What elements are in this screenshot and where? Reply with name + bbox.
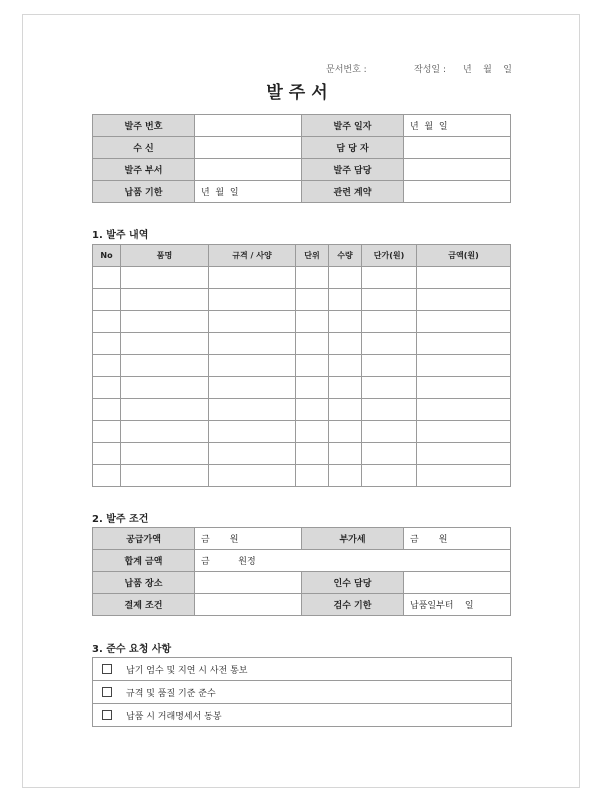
- item-cell[interactable]: [296, 465, 329, 487]
- item-cell[interactable]: [362, 399, 417, 421]
- item-cell[interactable]: [121, 377, 209, 399]
- section-1-title: 1. 발주 내역: [92, 230, 149, 241]
- info-row: [93, 181, 511, 203]
- item-cell[interactable]: [93, 311, 121, 333]
- item-cell[interactable]: [121, 333, 209, 355]
- item-cell[interactable]: [121, 311, 209, 333]
- info-value-field[interactable]: 년 월 일: [195, 181, 302, 203]
- item-cell[interactable]: [362, 421, 417, 443]
- order-conditions-table: [92, 527, 511, 616]
- item-cell[interactable]: [121, 421, 209, 443]
- items-column-header: 수량: [329, 245, 362, 267]
- item-cell[interactable]: [329, 267, 362, 289]
- item-cell[interactable]: [296, 289, 329, 311]
- item-cell[interactable]: [296, 267, 329, 289]
- checklist-item-label: 규격 및 품질 기준 준수: [126, 688, 216, 699]
- item-cell[interactable]: [209, 311, 296, 333]
- item-cell[interactable]: [209, 289, 296, 311]
- table-row: [93, 267, 511, 289]
- item-cell[interactable]: [209, 421, 296, 443]
- info-label: 납품 기한: [93, 181, 195, 203]
- condition-value-field[interactable]: 납품일부터 일: [404, 594, 511, 616]
- date-value: 년 월 일: [463, 65, 512, 75]
- checklist-item[interactable]: [93, 704, 511, 726]
- items-header-row: [93, 245, 511, 267]
- table-row: [93, 355, 511, 377]
- table-row: [93, 289, 511, 311]
- items-column-header: 규격 / 사양: [209, 245, 296, 267]
- condition-value-field[interactable]: 금 원: [404, 528, 511, 550]
- condition-value-field[interactable]: [195, 572, 302, 594]
- item-cell[interactable]: [209, 377, 296, 399]
- item-cell[interactable]: [417, 333, 511, 355]
- item-cell[interactable]: [329, 399, 362, 421]
- info-value-field[interactable]: [195, 159, 302, 181]
- item-cell[interactable]: [417, 465, 511, 487]
- condition-value-field[interactable]: [404, 572, 511, 594]
- info-value-field[interactable]: [195, 137, 302, 159]
- condition-label: 부가세: [302, 528, 404, 550]
- items-column-header: 단가(원): [362, 245, 417, 267]
- condition-label: 결제 조건: [93, 594, 195, 616]
- item-cell[interactable]: [329, 465, 362, 487]
- table-row: [93, 311, 511, 333]
- info-value-field[interactable]: 년 월 일: [404, 115, 511, 137]
- item-cell[interactable]: [209, 443, 296, 465]
- item-cell[interactable]: [417, 399, 511, 421]
- table-row: [93, 399, 511, 421]
- item-cell[interactable]: [93, 443, 121, 465]
- condition-label: 납품 장소: [93, 572, 195, 594]
- condition-label: 인수 담당: [302, 572, 404, 594]
- item-cell[interactable]: [93, 267, 121, 289]
- doc-number-label: 문서번호 :: [326, 65, 367, 75]
- item-cell[interactable]: [93, 399, 121, 421]
- condition-value-field[interactable]: [195, 594, 302, 616]
- item-cell[interactable]: [362, 355, 417, 377]
- item-cell[interactable]: [296, 443, 329, 465]
- item-cell[interactable]: [209, 399, 296, 421]
- item-cell[interactable]: [209, 267, 296, 289]
- info-label: 발주 일자: [302, 115, 404, 137]
- item-cell[interactable]: [329, 289, 362, 311]
- info-row: [93, 137, 511, 159]
- info-row: [93, 115, 511, 137]
- checklist-item-label: 납품 시 거래명세서 동봉: [126, 711, 222, 722]
- item-cell[interactable]: [121, 267, 209, 289]
- info-label: 발주 부서: [93, 159, 195, 181]
- condition-row: [93, 528, 511, 550]
- item-cell[interactable]: [121, 443, 209, 465]
- info-value-field[interactable]: [404, 137, 511, 159]
- compliance-checklist: [92, 657, 512, 727]
- item-cell[interactable]: [209, 465, 296, 487]
- item-cell[interactable]: [93, 465, 121, 487]
- checkbox[interactable]: [102, 687, 112, 697]
- item-cell[interactable]: [417, 377, 511, 399]
- item-cell[interactable]: [362, 333, 417, 355]
- info-label: 발주 번호: [93, 115, 195, 137]
- item-cell[interactable]: [93, 421, 121, 443]
- table-row: [93, 421, 511, 443]
- condition-value-field[interactable]: 금 원정: [195, 550, 511, 572]
- item-cell[interactable]: [417, 443, 511, 465]
- item-cell[interactable]: [417, 267, 511, 289]
- table-row: [93, 377, 511, 399]
- condition-row: [93, 572, 511, 594]
- condition-label: 합계 금액: [93, 550, 195, 572]
- info-value-field[interactable]: [404, 181, 511, 203]
- checklist-item-label: 납기 엄수 및 지연 시 사전 통보: [126, 665, 248, 676]
- item-cell[interactable]: [209, 355, 296, 377]
- items-column-header: 단위: [296, 245, 329, 267]
- item-cell[interactable]: [121, 399, 209, 421]
- item-cell[interactable]: [296, 399, 329, 421]
- table-row: [93, 333, 511, 355]
- items-column-header: 품명: [121, 245, 209, 267]
- section-2-title: 2. 발주 조건: [92, 514, 149, 525]
- info-value-field[interactable]: [404, 159, 511, 181]
- info-label: 수 신: [93, 137, 195, 159]
- item-cell[interactable]: [362, 443, 417, 465]
- checklist-item[interactable]: [93, 658, 511, 681]
- item-cell[interactable]: [362, 289, 417, 311]
- condition-row: [93, 550, 511, 572]
- item-cell[interactable]: [329, 421, 362, 443]
- order-info-table: [92, 114, 511, 203]
- info-value-field[interactable]: [195, 115, 302, 137]
- item-cell[interactable]: [121, 289, 209, 311]
- item-cell[interactable]: [362, 267, 417, 289]
- info-label: 담 당 자: [302, 137, 404, 159]
- item-cell[interactable]: [121, 355, 209, 377]
- item-cell[interactable]: [93, 289, 121, 311]
- item-cell[interactable]: [417, 311, 511, 333]
- table-row: [93, 465, 511, 487]
- section-3-title: 3. 준수 요청 사항: [92, 644, 172, 655]
- page-title: 발주서: [266, 83, 334, 103]
- checkbox[interactable]: [102, 710, 112, 720]
- table-row: [93, 443, 511, 465]
- condition-label: 공급가액: [93, 528, 195, 550]
- order-items-table: [92, 244, 511, 487]
- checkbox[interactable]: [102, 664, 112, 674]
- date-label: 작성일 :: [414, 65, 446, 75]
- item-cell[interactable]: [362, 311, 417, 333]
- item-cell[interactable]: [209, 333, 296, 355]
- item-cell[interactable]: [329, 443, 362, 465]
- item-cell[interactable]: [296, 421, 329, 443]
- item-cell[interactable]: [417, 289, 511, 311]
- item-cell[interactable]: [93, 355, 121, 377]
- item-cell[interactable]: [362, 465, 417, 487]
- info-label: 관련 계약: [302, 181, 404, 203]
- item-cell[interactable]: [93, 333, 121, 355]
- item-cell[interactable]: [329, 333, 362, 355]
- item-cell[interactable]: [93, 377, 121, 399]
- info-row: [93, 159, 511, 181]
- item-cell[interactable]: [121, 465, 209, 487]
- condition-row: [93, 594, 511, 616]
- item-cell[interactable]: [329, 377, 362, 399]
- checklist-item[interactable]: [93, 681, 511, 704]
- condition-label: 검수 기한: [302, 594, 404, 616]
- item-cell[interactable]: [329, 355, 362, 377]
- info-label: 발주 담당: [302, 159, 404, 181]
- item-cell[interactable]: [296, 333, 329, 355]
- condition-value-field[interactable]: 금 원: [195, 528, 302, 550]
- item-cell[interactable]: [296, 311, 329, 333]
- item-cell[interactable]: [296, 377, 329, 399]
- item-cell[interactable]: [296, 355, 329, 377]
- item-cell[interactable]: [417, 421, 511, 443]
- item-cell[interactable]: [329, 311, 362, 333]
- items-column-header: No: [93, 245, 121, 267]
- item-cell[interactable]: [362, 377, 417, 399]
- items-column-header: 금액(원): [417, 245, 511, 267]
- item-cell[interactable]: [417, 355, 511, 377]
